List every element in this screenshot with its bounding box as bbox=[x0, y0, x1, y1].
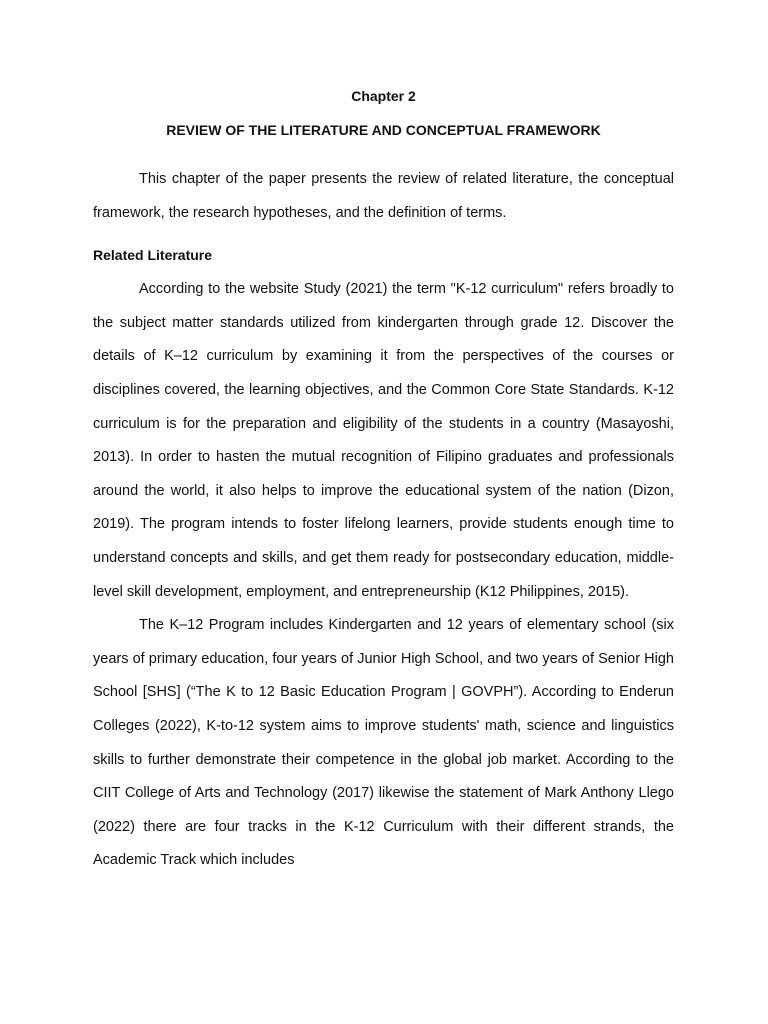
intro-paragraph: This chapter of the paper presents the review of related literature, the conceptual framework, the research hypotheses, and the definition of terms. bbox=[93, 171, 674, 221]
chapter-label: Chapter 2 bbox=[351, 88, 416, 104]
chapter-title: REVIEW OF THE LITERATURE AND CONCEPTUAL FRAMEWORK bbox=[166, 122, 601, 138]
body-paragraph: According to the website Study (2021) the term "K-12 curriculum" refers broadly to the subject matter standards utilized from kindergarten through grade 12. Discover the details of K–12 curriculum by examining it from the perspectives of the courses or disciplines covered, the learning objectives, and the Common Core State Standards. K-12 curriculum is for the preparation and eligibility of the students in a country (Masayoshi, 2013). In order to hasten the mutual recognition of Filipino graduates and professionals around the world, it also helps to improve the educational system of the nation (Dizon, 2019). The program intends to foster lifelong learners, provide students enough time to understand concepts and skills, and get them ready for postsecondary education, middle-level skill development, employment, and entrepreneurship (K12 Philippines, 2015). bbox=[93, 281, 674, 600]
body-paragraph: The K–12 Program includes Kindergarten and 12 years of elementary school (six years of primary education, four years of Junior High School, and two years of Senior High School [SHS] (“The K to 12 Basic Education Program | GOVPH”). According to Enderun Colleges (2022), K-to-12 system aims to improve students' math, science and linguistics skills to further demonstrate their competence in the global job market. According to the CIIT College of Arts and Technology (2017) likewise the statement of Mark Anthony Llego (2022) there are four tracks in the K-12 Curriculum with their different strands, the Academic Track which includes bbox=[93, 617, 674, 869]
section-heading-related-literature: Related Literature bbox=[93, 247, 213, 264]
page-content bbox=[93, 82, 674, 878]
